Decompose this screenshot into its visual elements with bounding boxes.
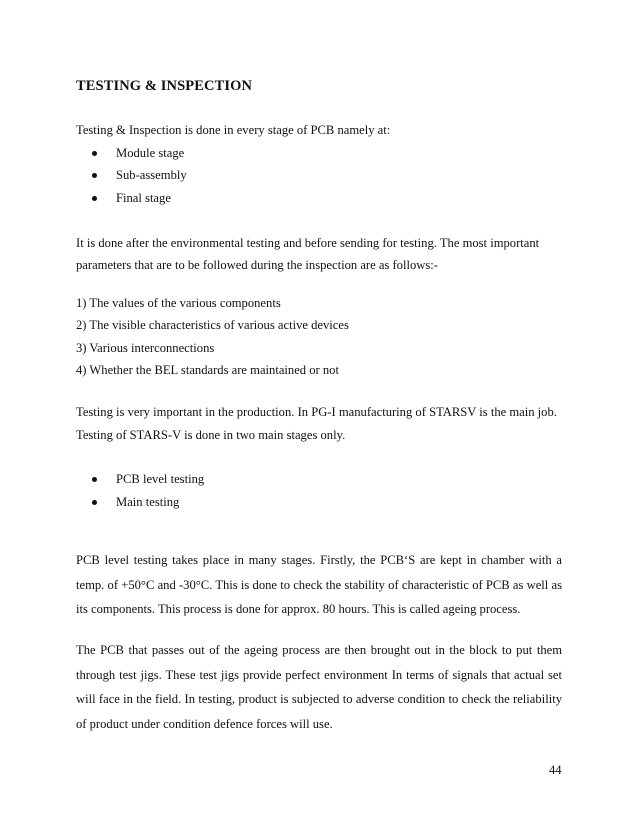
- bullet-icon: [92, 477, 97, 482]
- paragraph-line: will face in the field. In testing, product is subjected to adverse condition to check the reliability: [76, 692, 562, 706]
- paragraph-line: its components. This process is done for approx. 80 hours. This is called ageing process.: [76, 602, 521, 616]
- bullet-icon: [92, 151, 97, 156]
- numbered-item: 4) Whether the BEL standards are maintained or not: [76, 363, 339, 377]
- numbered-item: 3) Various interconnections: [76, 341, 215, 355]
- bullet-icon: [92, 196, 97, 201]
- paragraph-line: Testing of STARS-V is done in two main stages only.: [76, 428, 346, 442]
- numbered-item: 2) The visible characteristics of various active devices: [76, 318, 349, 332]
- paragraph-line: through test jigs. These test jigs provide perfect environment In terms of signals that actual set: [76, 668, 562, 682]
- paragraph-line: The PCB that passes out of the ageing process are then brought out in the block to put them: [76, 643, 562, 657]
- page-number: 44: [549, 763, 562, 777]
- paragraph-line: temp. of +50°C and -30°C. This is done to check the stability of characteristic of PCB as well as: [76, 578, 562, 592]
- intro-text: Testing & Inspection is done in every stage of PCB namely at:: [76, 123, 391, 137]
- bullet-icon: [92, 500, 97, 505]
- paragraph-line: PCB level testing takes place in many stages. Firstly, the PCB‘S are kept in chamber with a: [76, 553, 562, 567]
- list-item-text: Module stage: [116, 146, 185, 160]
- list-item-text: Final stage: [116, 191, 171, 205]
- numbered-item: 1) The values of the various components: [76, 296, 281, 310]
- paragraph-line: It is done after the environmental testing and before sending for testing. The most important: [76, 236, 540, 250]
- list-item-text: Sub-assembly: [116, 168, 187, 182]
- bullet-icon: [92, 173, 97, 178]
- paragraph-line: Testing is very important in the production. In PG-I manufacturing of STARSV is the main job.: [76, 405, 557, 419]
- section-heading: TESTING & INSPECTION: [76, 78, 253, 94]
- paragraph-line: of product under condition defence forces will use.: [76, 717, 333, 731]
- list-item-text: PCB level testing: [116, 472, 205, 486]
- paragraph-line: parameters that are to be followed during the inspection are as follows:-: [76, 258, 438, 272]
- list-item-text: Main testing: [116, 495, 180, 509]
